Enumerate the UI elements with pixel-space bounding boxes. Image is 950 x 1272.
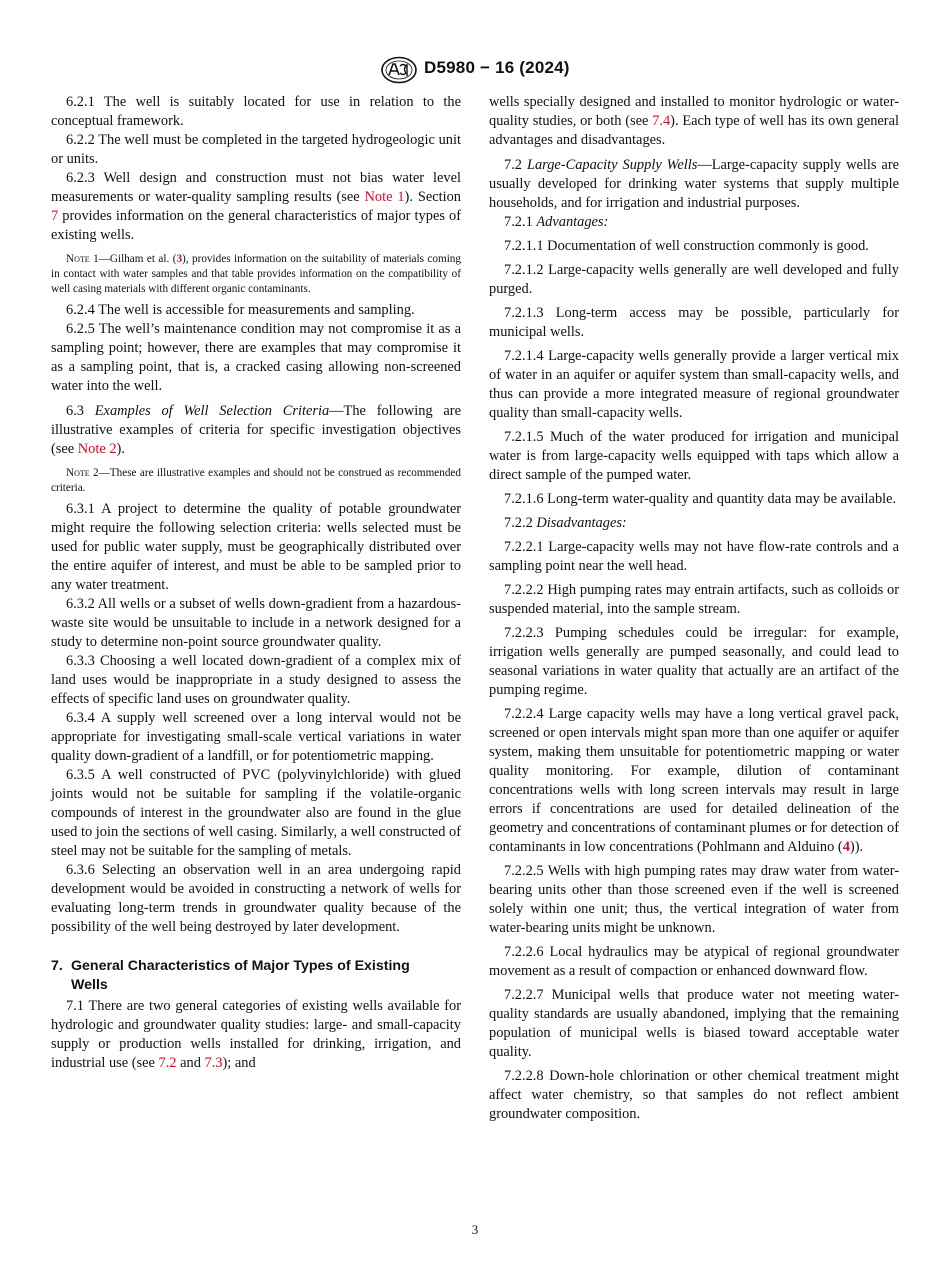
left-column (51, 93, 461, 1073)
paragraph-7-1: 7.1 There are two general categories of existing wells available for hydrologic and groundwater quality studies: large- and small-capacity supply or production wells installed for drinking, irrigation, and industrial use (see 7.2 and 7.3); and (51, 998, 461, 1071)
note-label: Note 1 (66, 253, 99, 265)
section-title: Large-Capacity Supply Wells (526, 157, 698, 173)
paragraph-6-3: 6.3 Examples of Well Selection Criteria—The following are illustrative examples of criteria for specific investigation objectives (see Note 2). (51, 403, 461, 457)
section-7-heading: 7. General Characteristics of Major Types of Existing Wells (51, 958, 410, 993)
page-number: 3 (471, 1222, 479, 1237)
paragraph-6-2-2: 6.2.2 The well must be completed in the targeted hydrogeologic unit or units. (51, 132, 461, 167)
paragraph-7-2: 7.2 Large-Capacity Supply Wells—Large-capacity supply wells are usually developed for drinking water systems that supply multiple households, and for irrigation and industrial purposes. (489, 157, 900, 211)
paragraph-7-1-continued: wells specially designed and installed to monitor hydrologic or water-quality studies, or both (see 7.4). Each type of well has its own general advantages and disadvantages. (489, 94, 899, 148)
paragraph-6-2-5: 6.2.5 The well’s maintenance condition may not compromise it as a sampling point; however, there are examples that may compromise it as a sampling point, that is, a cracked casing allowing non-screened water into the well. (51, 321, 461, 394)
note-1-link[interactable]: Note 1 (364, 189, 405, 205)
note-2-link[interactable]: Note 2 (77, 441, 117, 457)
standard-designation: D5980 − 16 (2024) (424, 58, 570, 77)
right-column (489, 93, 899, 1124)
paragraph-7-2-1-3: 7.2.1.3 Long-term access may be possible, particularly for municipal wells. (489, 305, 899, 340)
reference-4-link[interactable]: 4 (842, 839, 850, 855)
section-7-3-link[interactable]: 7.3 (204, 1055, 223, 1071)
section-7-link[interactable]: 7 (51, 208, 59, 224)
paragraph-7-2-1-1: 7.2.1.1 Documentation of well construction commonly is good. (504, 238, 869, 254)
paragraph-6-2-4: 6.2.4 The well is accessible for measurements and sampling. (66, 302, 415, 318)
astm-logo-icon (380, 56, 418, 84)
paragraph-7-2-2-3: 7.2.2.3 Pumping schedules could be irregular: for example, irrigation wells generally are pumped seasonally, and could lead to seasonal variations in water quality that actually are an artifact of the pumping regime. (489, 625, 899, 698)
paragraph-7-2-1-6: 7.2.1.6 Long-term water-quality and quantity data may be available. (504, 491, 897, 507)
paragraph-7-2-2-4: 7.2.2.4 Large capacity wells may have a long vertical gravel pack, screened or open intervals might span more than one aquifer or aquifer system, making them unsuitable for potentiometric mapping or water quality monitoring. For example, dilution of contaminant concentrations wells with long screen intervals may result in large errors if concentrations are used for detailed delineation of the geometry and concentrations of contaminant plumes or for detection of contaminants in low concentrations (Pohlmann and Alduino (4)). (489, 706, 899, 855)
paragraph-7-2-2-1: 7.2.2.1 Large-capacity wells may not have flow-rate controls and a sampling point near the well head. (489, 539, 899, 574)
page-header (0, 56, 950, 86)
paragraph-7-2-2-7: 7.2.2.7 Municipal wells that produce water not meeting water-quality standards are usually abandoned, implying that the remaining population of municipal wells is biased toward acceptable water quality. (489, 987, 899, 1060)
section-7-4-link[interactable]: 7.4 (652, 113, 671, 129)
paragraph-6-2-1: 6.2.1 The well is suitably located for use in relation to the conceptual framework. (51, 94, 461, 129)
reference-3-link[interactable]: 3 (176, 253, 183, 265)
paragraph-6-3-2: 6.3.2 All wells or a subset of wells down-gradient from a hazardous-waste site would be unsuitable to include in a network designed for a study to determine non-point source groundwater quality. (51, 596, 461, 650)
paragraph-7-2-1-2: 7.2.1.2 Large-capacity wells generally are well developed and fully purged. (489, 262, 899, 297)
section-title: Examples of Well Selection Criteria (94, 403, 330, 419)
paragraph-6-2-3: 6.2.3 Well design and construction must not bias water level measurements or water-quality sampling results (see Note 1). Section 7 provides information on the general characteristics of major types of existing wells. (51, 170, 461, 243)
paragraph-7-2-2-6: 7.2.2.6 Local hydraulics may be atypical of regional groundwater movement as a result of compaction or enhanced downward flow. (489, 944, 899, 979)
note-2: Note 2—These are illustrative examples and should not be construed as recommended criteria. (51, 467, 461, 494)
note-label: Note 2 (66, 467, 99, 479)
paragraph-7-2-1: 7.2.1 Advantages: (504, 214, 609, 230)
paragraph-7-2-2-5: 7.2.2.5 Wells with high pumping rates may draw water from water-bearing units other than those screened even if the well is screened solely within one unit; thus, the vertical integration of water from water-bearing units might be unknown. (489, 863, 899, 936)
section-7-2-link[interactable]: 7.2 (158, 1055, 177, 1071)
paragraph-7-2-1-4: 7.2.1.4 Large-capacity wells generally provide a larger vertical mix of water in an aquifer or aquifer system than small-capacity wells, and thus can provide a more integrated measure of regional groundwater quality than small-capacity wells. (489, 348, 899, 421)
paragraph-6-3-5: 6.3.5 A well constructed of PVC (polyvinylchloride) with glued joints would not be suitable for sampling if the volatile-organic compounds of interest in the groundwater also are found in the glue used to join the sections of well casing. Similarly, a well constructed of steel may not be suitable for the sampling of metals. (51, 767, 461, 859)
paragraph-7-2-2-8: 7.2.2.8 Down-hole chlorination or other chemical treatment might affect water chemistry, so that samples do not reflect ambient groundwater composition. (489, 1068, 899, 1122)
note-1: Note 1—Gilham et al. (3), provides information on the suitability of materials coming in contact with water samples and that table provides information on the compatibility of well casing materials with different organic contaminants. (51, 253, 461, 295)
paragraph-6-3-3: 6.3.3 Choosing a well located down-gradient of a complex mix of land uses would be inappropriate in a study designed to assess the effects of specific land uses on groundwater quality. (51, 653, 461, 707)
paragraph-6-3-6: 6.3.6 Selecting an observation well in an area undergoing rapid development would be avoided in constructing a network of wells for evaluating long-term trends in groundwater quality because of the possibility of the well being destroyed by later development. (51, 862, 461, 935)
paragraph-7-2-2-2: 7.2.2.2 High pumping rates may entrain artifacts, such as colloids or suspended material, into the sample stream. (489, 582, 899, 617)
paragraph-7-2-2: 7.2.2 Disadvantages: (504, 515, 627, 531)
paragraph-6-3-1: 6.3.1 A project to determine the quality of potable groundwater might require the following selection criteria: wells selected must be used for public water supply, must be geographically distributed over the entire aquifer of interest, and must be able to be sampled prior to any water treatment. (51, 501, 461, 593)
paragraph-6-3-4: 6.3.4 A supply well screened over a long interval would not be appropriate for investigating small-scale vertical variations in water quality down-gradient of a landfill, or for potentiometric mapping. (51, 710, 461, 764)
paragraph-7-2-1-5: 7.2.1.5 Much of the water produced for irrigation and municipal water is from large-capacity wells equipped with taps which allow a direct sample of the pumped water. (489, 429, 899, 483)
